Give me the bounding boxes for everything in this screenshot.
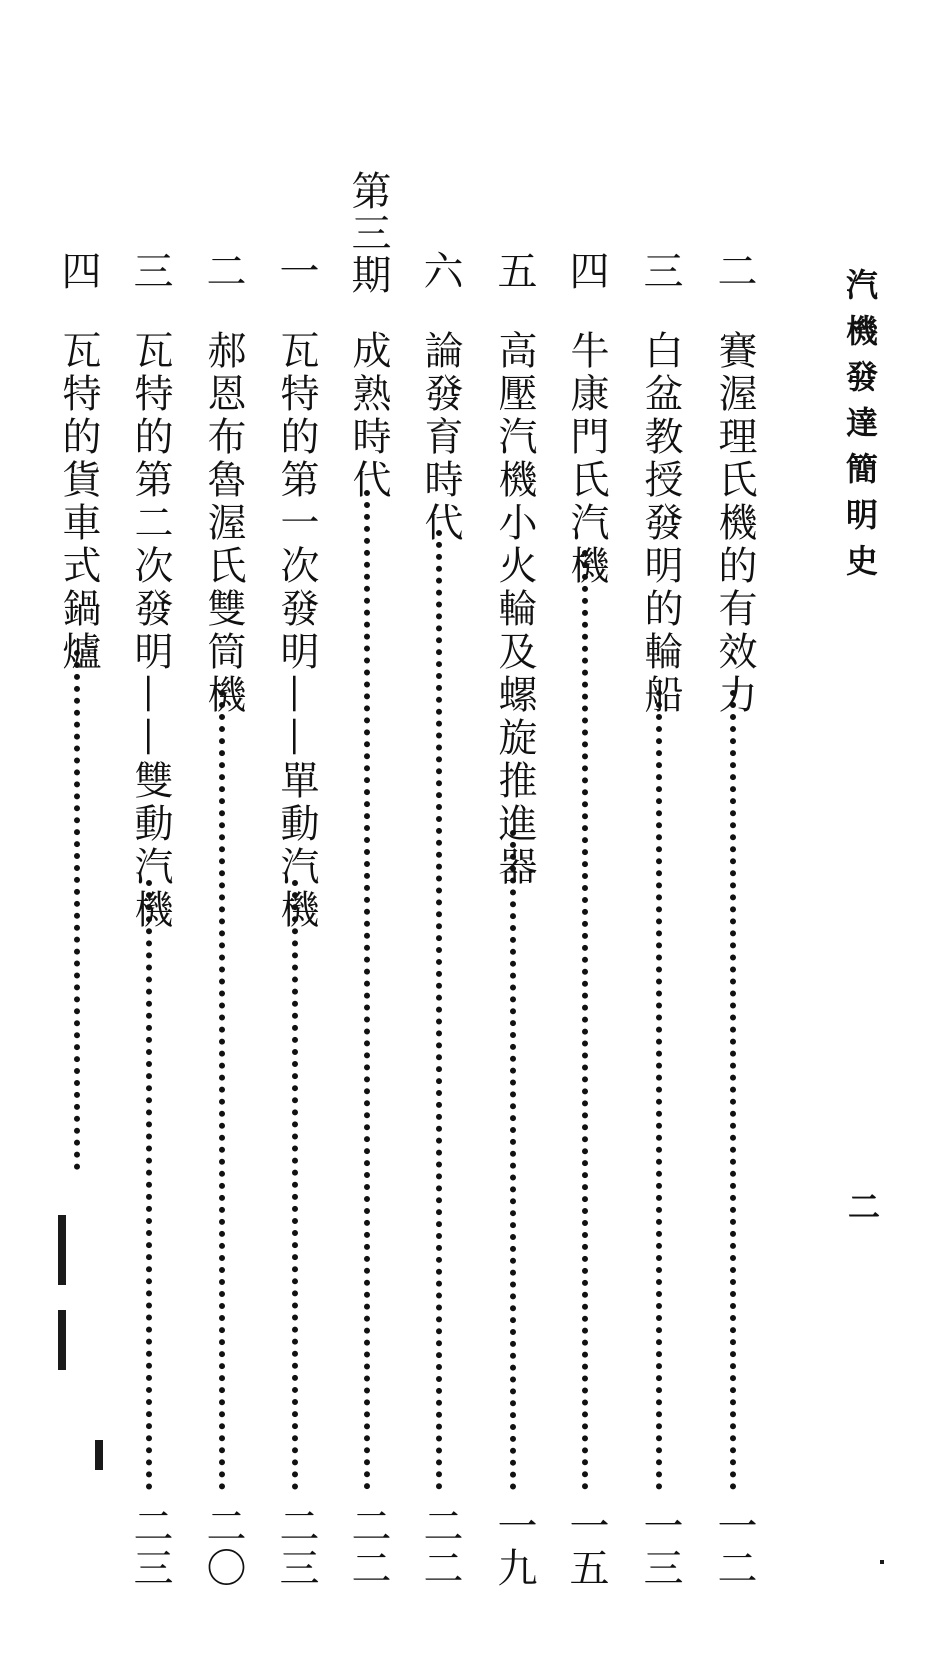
toc-entry (412, 0, 468, 1679)
dot-leader (219, 690, 233, 1490)
dot-leader (146, 880, 160, 1490)
entry-page-number: 一五 (563, 1505, 609, 1589)
entry-number: 六 (417, 250, 463, 290)
entry-page-number: 二三 (273, 1505, 319, 1589)
entry-number: 一 (273, 250, 319, 290)
toc-entry (486, 0, 542, 1679)
running-title: 汽機發達簡明史 (841, 268, 879, 590)
entry-number: 四 (55, 250, 101, 290)
toc-entry (268, 0, 324, 1679)
dot-leader (510, 830, 524, 1490)
entry-page-number: 一九 (491, 1505, 537, 1589)
entry-number: 五 (491, 250, 537, 290)
scan-artifact (95, 1440, 103, 1470)
entry-title: 成熟時代 (346, 330, 391, 502)
dot-leader (292, 880, 306, 1490)
entry-title: 賽渥理氏機的有效力 (712, 330, 757, 717)
dot-leader (582, 550, 596, 1490)
entry-number: 三 (637, 250, 683, 290)
entry-title: 瓦特的第一次發明——單動汽機 (274, 330, 319, 932)
scan-artifact (880, 1560, 884, 1564)
period-heading: 第三期 (345, 170, 391, 296)
scan-artifact (58, 1310, 66, 1370)
toc-entry (632, 0, 688, 1679)
entry-number: 三 (127, 250, 173, 290)
dot-leader (74, 650, 88, 1170)
entry-page-number: 二二 (345, 1505, 391, 1589)
entry-page-number: 一三 (637, 1505, 683, 1589)
entry-title: 郝恩布魯渥氏雙筒機 (201, 330, 246, 717)
dot-leader (436, 530, 450, 1490)
entry-title: 瓦特的第二次發明——雙動汽機 (128, 330, 173, 932)
entry-title: 白盆教授發明的輪船 (638, 330, 683, 717)
dot-leader (656, 690, 670, 1490)
entry-title: 高壓汽機小火輪及螺旋推進器 (492, 330, 537, 889)
dot-leader (364, 490, 378, 1490)
toc-entry (706, 0, 762, 1679)
entry-title: 瓦特的貨車式鍋爐 (56, 330, 101, 674)
entry-number: 四 (563, 250, 609, 290)
toc-entry (195, 0, 251, 1679)
entry-page-number: 二〇 (200, 1505, 246, 1589)
toc-entry (340, 0, 396, 1679)
scan-artifact (58, 1215, 66, 1285)
page-number: 二 (843, 1190, 881, 1222)
toc-entry (558, 0, 614, 1679)
toc-entry (50, 0, 106, 1679)
toc-entry (122, 0, 178, 1679)
entry-number: 二 (711, 250, 757, 290)
entry-title: 論發育時代 (418, 330, 463, 545)
entry-page-number: 一二 (711, 1505, 757, 1589)
entry-title: 牛康門氏汽機 (564, 330, 609, 588)
entry-page-number: 二二 (417, 1505, 463, 1589)
dot-leader (730, 690, 744, 1490)
entry-number: 二 (200, 250, 246, 290)
entry-page-number: 二三 (127, 1505, 173, 1589)
